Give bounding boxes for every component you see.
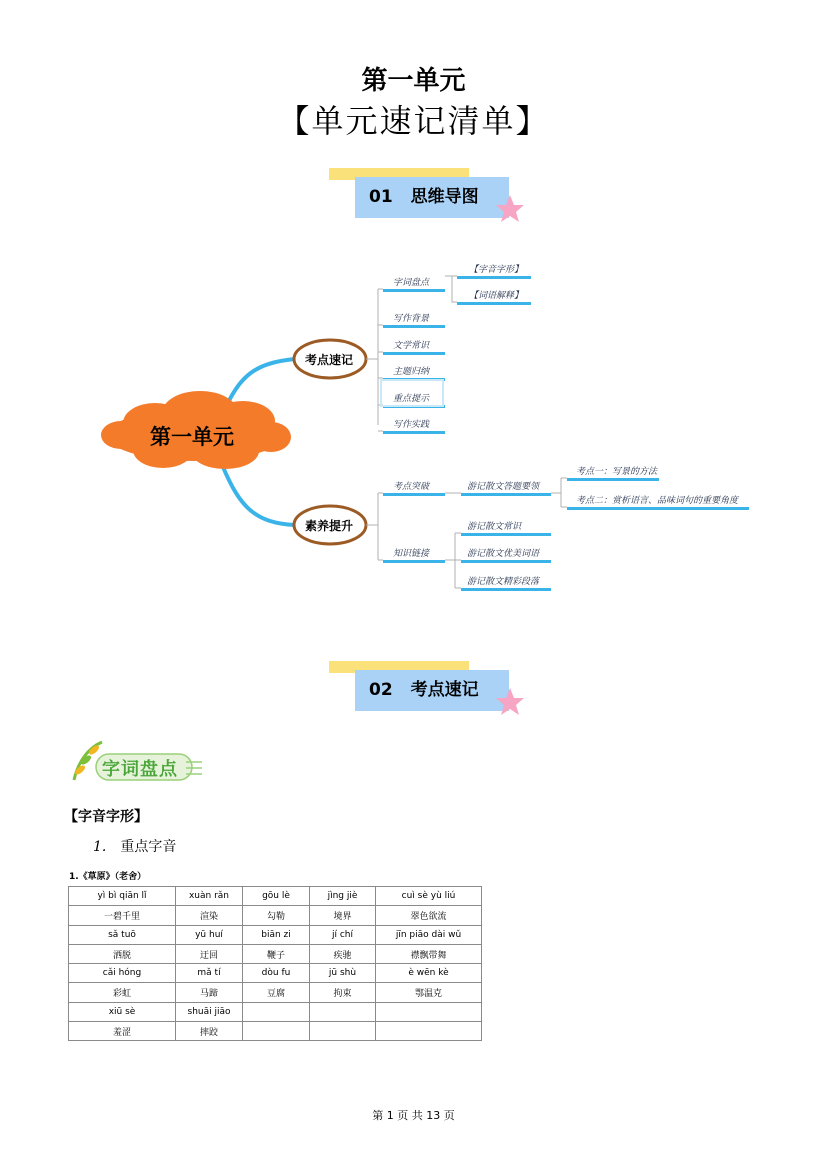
table-cell: xuàn rǎn (176, 887, 243, 906)
table-cell: 疾驰 (310, 944, 376, 963)
mindmap-node: 【字音字形】 (469, 265, 524, 275)
table-cell: 鞭子 (243, 944, 310, 963)
table-cell: 迂回 (176, 944, 243, 963)
pinyin-table (68, 886, 482, 1041)
mindmap-node: 主题归纳 (393, 367, 430, 377)
table-cell: dòu fu (243, 964, 310, 983)
table-cell: 勾勒 (243, 906, 310, 925)
mindmap-node: 字词盘点 (393, 278, 430, 288)
section-header-mindmap (329, 168, 529, 228)
table-row (69, 964, 482, 983)
mindmap-node: 游记散文精彩段落 (467, 577, 540, 587)
table-cell: yì bì qiān lǐ (69, 887, 176, 906)
table-cell: sǎ tuō (69, 925, 176, 944)
mindmap-node: 写作实践 (393, 420, 430, 430)
mindmap-node: 考点二：赏析语言、品味词句的重要角度 (576, 496, 739, 506)
table-cell: 境界 (310, 906, 376, 925)
mindmap-node: 考点突破 (393, 482, 430, 492)
table-cell: cǎi hóng (69, 964, 176, 983)
table-cell: 马蹄 (176, 983, 243, 1002)
mindmap-node: 文学常识 (393, 341, 430, 351)
table-cell: 襟飘带舞 (376, 944, 482, 963)
section-label: 考点速记 (410, 680, 479, 700)
mindmap-branch-suyang: 素养提升 (305, 519, 354, 533)
section-number: 01 (369, 187, 393, 207)
badge-label: 字词盘点 (102, 759, 178, 780)
table-cell (376, 1022, 482, 1041)
table-caption: 1.《草原》（老舍） (69, 872, 147, 882)
table-cell: mǎ tí (176, 964, 243, 983)
table-cell: 摔跤 (176, 1022, 243, 1041)
mindmap-node: 【词语解释】 (469, 291, 524, 301)
table-cell: shuāi jiāo (176, 1002, 243, 1021)
section-header-kaodian (329, 661, 529, 721)
table-cell: jí chí (310, 925, 376, 944)
page-title: 第一单元 (361, 66, 466, 96)
page-footer: 第 1 页 共 13 页 (372, 1109, 455, 1122)
subsection-heading: 【字音字形】 (64, 809, 148, 825)
table-cell (376, 1002, 482, 1021)
table-row (69, 983, 482, 1002)
section-title-box (355, 177, 509, 218)
mindmap-node: 游记散文优美词语 (467, 549, 540, 559)
star-icon (495, 194, 525, 224)
section-label: 思维导图 (410, 187, 479, 207)
mindmap-node: 写作背景 (393, 314, 430, 324)
table-cell: jīn piāo dài wǔ (376, 925, 482, 944)
table-cell: xiū sè (69, 1002, 176, 1021)
star-icon (495, 687, 525, 717)
section-title-box (355, 670, 509, 711)
mindmap-node: 知识链接 (393, 549, 430, 559)
page-subtitle: 【单元速记清单】 (277, 102, 550, 140)
table-cell (243, 1022, 310, 1041)
list-item (93, 836, 176, 856)
table-cell: jìng jiè (310, 887, 376, 906)
table-cell (310, 1022, 376, 1041)
table-row (69, 906, 482, 925)
table-cell: 拘束 (310, 983, 376, 1002)
mind-map (95, 245, 760, 615)
mindmap-node: 游记散文答题要领 (467, 482, 540, 492)
table-cell: 彩虹 (69, 983, 176, 1002)
table-row (69, 944, 482, 963)
table-cell: 羞涩 (69, 1022, 176, 1041)
table-cell: gōu lè (243, 887, 310, 906)
list-number: 1. (93, 839, 107, 855)
list-label: 重点字音 (120, 839, 177, 855)
table-cell: è wēn kè (376, 964, 482, 983)
mindmap-center-label: 第一单元 (150, 425, 234, 449)
table-cell: cuì sè yù liú (376, 887, 482, 906)
table-cell: 翠色欲流 (376, 906, 482, 925)
table-cell: 鄂温克 (376, 983, 482, 1002)
table-cell: yū huí (176, 925, 243, 944)
mindmap-branch-kaodian: 考点速记 (305, 353, 354, 367)
section-number: 02 (369, 680, 393, 700)
mindmap-node: 重点提示 (393, 394, 430, 404)
mindmap-node: 游记散文常识 (467, 522, 522, 532)
table-row (69, 887, 482, 906)
table-cell: 渲染 (176, 906, 243, 925)
table-cell: 洒脱 (69, 944, 176, 963)
table-cell (243, 1002, 310, 1021)
table-cell: biān zi (243, 925, 310, 944)
table-cell (310, 1002, 376, 1021)
table-cell: 豆腐 (243, 983, 310, 1002)
table-row (69, 925, 482, 944)
mindmap-node: 考点一：写景的方法 (576, 467, 658, 477)
table-row (69, 1002, 482, 1021)
table-cell: jū shù (310, 964, 376, 983)
table-row (69, 1022, 482, 1041)
table-cell: 一碧千里 (69, 906, 176, 925)
keyword-badge (68, 740, 208, 786)
